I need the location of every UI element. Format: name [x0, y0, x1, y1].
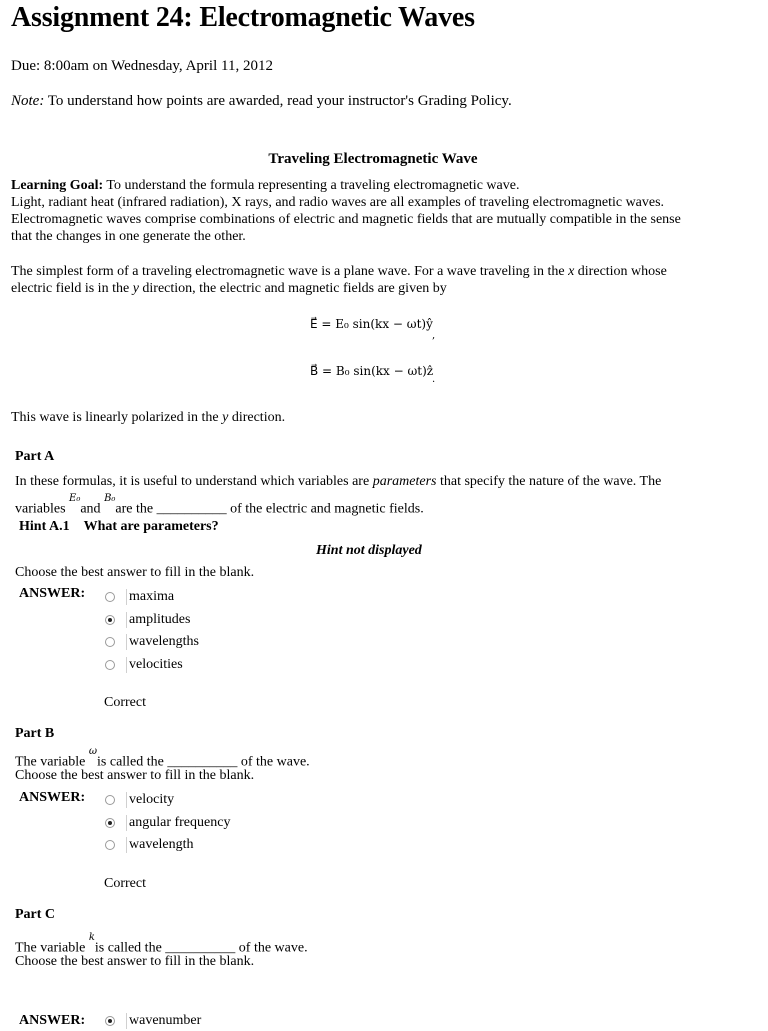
intro-line: Light, radiant heat (infrared radiation), X rays, and radio waves are all examples of traveling electromagnetic waves.	[11, 195, 665, 210]
part-a-question-line1	[15, 473, 661, 490]
variable-k: k	[88, 932, 95, 943]
question-text: The variable	[15, 940, 89, 956]
answer-option[interactable]	[105, 632, 199, 652]
question-text: is called the __________ of the wave.	[97, 754, 310, 770]
equation-period: .	[432, 374, 436, 385]
var-x: x	[568, 264, 575, 279]
option-label: wavenumber	[126, 1013, 201, 1029]
question-text: The variable	[15, 754, 89, 770]
part-b-result: Correct	[104, 876, 146, 891]
radio-button[interactable]	[105, 615, 115, 625]
part-a-label: Part A	[15, 449, 55, 464]
hint-status: Hint not displayed	[316, 543, 422, 558]
grading-note	[11, 93, 512, 110]
question-text: In these formulas, it is useful to understand which variables are	[15, 474, 373, 489]
variable-e0: E₀	[69, 493, 81, 504]
radio-button[interactable]	[105, 818, 115, 828]
radio-button[interactable]	[105, 637, 115, 647]
problem-title: Traveling Electromagnetic Wave	[268, 151, 478, 167]
equation-text: B⃗ = B₀ sin(kx − ωt)ẑ	[310, 364, 434, 378]
learning-goal-text: To understand the formula representing a traveling electromagnetic wave.	[103, 178, 520, 193]
part-b-instruction: Choose the best answer to fill in the blank.	[15, 768, 255, 783]
hint-label: Hint A.1	[19, 519, 70, 534]
polarization-part: direction.	[228, 410, 286, 425]
part-a-answer-label: ANSWER:	[19, 586, 86, 601]
plane-wave-paragraph	[11, 263, 751, 297]
option-label: amplitudes	[126, 612, 190, 628]
option-label: wavelengths	[126, 634, 199, 650]
answer-option[interactable]	[105, 587, 174, 607]
option-label: wavelength	[126, 837, 194, 853]
question-text: variables	[15, 501, 70, 517]
answer-option[interactable]	[105, 610, 190, 630]
part-c-answer-label: ANSWER:	[19, 1013, 86, 1028]
option-label: angular frequency	[126, 815, 230, 831]
radio-button[interactable]	[105, 795, 115, 805]
equation-text: E⃗ = E₀ sin(kx − ωt)ŷ	[310, 317, 433, 331]
note-label: Note:	[11, 93, 45, 109]
option-label: velocity	[126, 792, 174, 808]
part-a-result: Correct	[104, 695, 146, 710]
note-text: To understand how points are awarded, read your instructor's Grading Policy.	[44, 93, 512, 109]
question-text: that specify the nature of the wave. The	[436, 474, 662, 489]
part-a-question-line2	[15, 493, 424, 518]
question-text: are the __________ of the electric and magnetic fields.	[115, 501, 424, 517]
answer-option[interactable]	[105, 790, 174, 810]
var-y: y	[222, 410, 229, 425]
intro-line: Electromagnetic waves comprise combinations of electric and magnetic fields that are mutually compatible in the sense	[11, 212, 681, 227]
learning-goal	[11, 177, 751, 194]
option-label: maxima	[126, 589, 174, 605]
question-text: and	[80, 501, 105, 517]
plane-text: electric field is in the	[11, 281, 133, 296]
var-y: y	[132, 281, 139, 296]
radio-button[interactable]	[105, 1016, 115, 1026]
plane-text: The simplest form of a traveling electromagnetic wave is a plane wave. For a wave traveling in the	[11, 264, 569, 279]
plane-line	[11, 280, 751, 297]
radio-button[interactable]	[105, 592, 115, 602]
part-c-label: Part C	[15, 907, 56, 922]
answer-option[interactable]	[105, 655, 183, 675]
variable-b0: B₀	[104, 493, 116, 504]
answer-option[interactable]	[105, 813, 230, 833]
magnetic-field-equation	[310, 364, 433, 378]
part-c-instruction: Choose the best answer to fill in the blank.	[15, 954, 255, 969]
answer-option[interactable]	[105, 835, 194, 855]
part-b-answer-label: ANSWER:	[19, 790, 86, 805]
learning-goal-label: Learning Goal:	[11, 178, 104, 193]
polarization-part: This wave is linearly polarized in the	[11, 410, 223, 425]
hint-a1[interactable]	[19, 518, 219, 535]
plane-text: direction, the electric and magnetic fields are given by	[138, 281, 447, 296]
intro-paragraph	[11, 177, 751, 245]
radio-button[interactable]	[105, 660, 115, 670]
equation-comma: ,	[432, 330, 436, 341]
option-label: velocities	[126, 657, 183, 673]
question-text: is called the __________ of the wave.	[94, 940, 308, 956]
part-a-instruction: Choose the best answer to fill in the blank.	[15, 565, 255, 580]
intro-line: that the changes in one generate the other.	[11, 229, 246, 244]
hint-title[interactable]: What are parameters?	[83, 519, 219, 534]
part-b-label: Part B	[15, 726, 55, 741]
plane-text: direction whose	[574, 264, 667, 279]
variable-omega: ω	[88, 746, 98, 757]
question-emphasis: parameters	[372, 474, 437, 489]
part-c-option[interactable]	[105, 1011, 201, 1031]
electric-field-equation	[310, 317, 433, 331]
plane-line	[11, 263, 751, 280]
due-date: Due: 8:00am on Wednesday, April 11, 2012	[11, 58, 273, 74]
assignment-title: Assignment 24: Electromagnetic Waves	[11, 2, 475, 33]
radio-button[interactable]	[105, 840, 115, 850]
polarization-text	[11, 409, 285, 426]
